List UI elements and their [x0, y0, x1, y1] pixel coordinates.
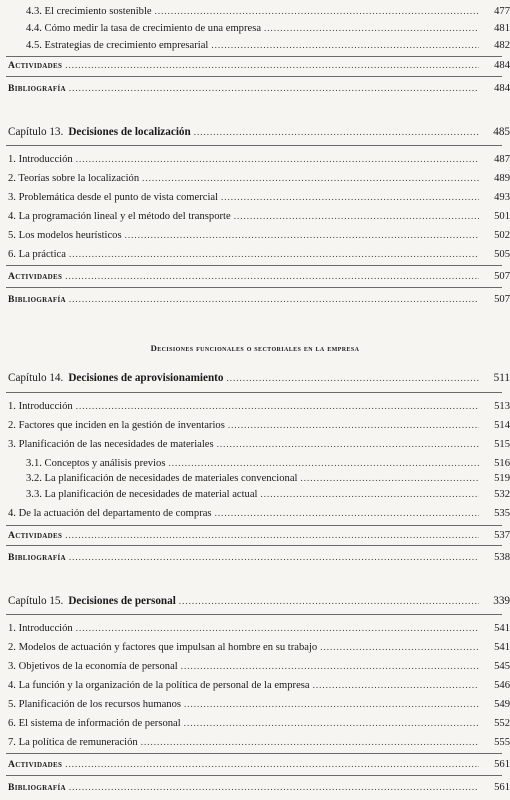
toc-entry-activities	[0, 527, 510, 543]
leader-dots	[155, 3, 479, 19]
chapter-title: Decisiones de personal	[68, 595, 176, 607]
toc-entry-text: 6. La práctica	[8, 249, 66, 260]
toc-entry	[0, 455, 510, 471]
leader-dots	[69, 779, 479, 795]
leader-dots	[141, 734, 479, 750]
toc-entry-text: 3.3. La planificación de necesidades de material actual	[26, 489, 258, 500]
toc-entry	[0, 734, 510, 750]
toc-entry-page: 487	[494, 154, 510, 165]
toc-entry	[0, 696, 510, 712]
leader-dots	[221, 189, 479, 205]
leader-dots	[184, 696, 479, 712]
divider	[6, 392, 502, 393]
toc-entry	[0, 3, 510, 19]
leader-dots	[260, 486, 479, 502]
toc-entry-text: 4. De la actuación del departamento de compras	[8, 508, 212, 519]
leader-dots	[69, 80, 479, 96]
toc-entry-page: 501	[494, 211, 510, 222]
toc-entry-text: 3. Objetivos de la economía de personal	[8, 661, 178, 672]
divider	[6, 753, 502, 754]
divider	[6, 775, 502, 776]
leader-dots	[69, 549, 479, 565]
leader-dots	[313, 677, 479, 693]
toc-entry-page: 545	[494, 661, 510, 672]
leader-dots	[65, 756, 479, 772]
toc-entry-text: 6. El sistema de información de personal	[8, 718, 181, 729]
toc-entry-page: 537	[494, 530, 510, 541]
toc-entry-text: 4.3. El crecimiento sostenible	[26, 6, 152, 17]
toc-entry-text: Actividades	[8, 530, 63, 541]
toc-entry	[0, 620, 510, 636]
toc-entry	[0, 505, 510, 521]
leader-dots	[142, 170, 479, 186]
chapter-heading	[0, 593, 510, 609]
chapter-heading	[0, 124, 510, 140]
toc-entry-page: 552	[494, 718, 510, 729]
toc-entry-activities	[0, 756, 510, 772]
leader-dots	[320, 639, 479, 655]
toc-entry	[0, 436, 510, 452]
toc-entry-text: 4.5. Estrategias de crecimiento empresarial	[26, 40, 209, 51]
toc-entry	[0, 246, 510, 262]
toc-entry-page: 516	[494, 458, 510, 469]
toc-entry	[0, 398, 510, 414]
leader-dots	[228, 417, 479, 433]
divider	[6, 545, 502, 546]
chapter-title: Decisiones de localización	[68, 126, 191, 138]
toc-entry-page: 555	[494, 737, 510, 748]
leader-dots	[217, 436, 479, 452]
leader-dots	[69, 291, 479, 307]
toc-entry	[0, 37, 510, 53]
toc-entry-text: Bibliografía	[8, 83, 66, 94]
toc-entry-bibliography	[0, 80, 510, 96]
leader-dots	[168, 455, 479, 471]
toc-entry-text: 5. Los modelos heurísticos	[8, 230, 122, 241]
toc-entry-text: 2. Factores que inciden en la gestión de inventarios	[8, 420, 225, 431]
toc-entry	[0, 658, 510, 674]
toc-entry-page: 541	[494, 623, 510, 634]
toc-entry-text: Actividades	[8, 271, 63, 282]
leader-dots	[215, 505, 479, 521]
toc-entry	[0, 170, 510, 186]
toc-entry-text: 4. La función y la organización de la política de personal de la empresa	[8, 680, 310, 691]
toc-entry-page: 482	[494, 40, 510, 51]
leader-dots	[76, 151, 479, 167]
toc-entry-page: 477	[494, 6, 510, 17]
toc-entry	[0, 715, 510, 731]
leader-dots	[194, 124, 479, 140]
toc-entry-activities	[0, 57, 510, 73]
chapter-page: 485	[493, 126, 510, 138]
toc-entry	[0, 20, 510, 36]
toc-entry-text: 1. Introducción	[8, 401, 73, 412]
toc-entry-text: 4.4. Cómo medir la tasa de crecimiento de una empresa	[26, 23, 262, 34]
toc-entry-text: 3.1. Conceptos y análisis previos	[26, 458, 166, 469]
divider	[6, 145, 502, 146]
toc-entry-page: 513	[494, 401, 510, 412]
toc-entry-text: Actividades	[8, 60, 63, 71]
toc-entry-page: 484	[494, 60, 510, 71]
toc-entry-page: 561	[494, 759, 510, 770]
toc-entry-text: 3. Problemática desde el punto de vista comercial	[8, 192, 219, 203]
toc-entry-page: 481	[494, 23, 510, 34]
toc-entry	[0, 486, 510, 502]
toc-entry-text: 1. Introducción	[8, 623, 73, 634]
leader-dots	[181, 658, 479, 674]
divider	[6, 525, 502, 526]
toc-entry-text: Actividades	[8, 759, 63, 770]
divider	[6, 287, 502, 288]
leader-dots	[125, 227, 479, 243]
chapter-label: Capítulo 13.	[8, 126, 64, 138]
toc-entry-page: 489	[494, 173, 510, 184]
toc-entry	[0, 677, 510, 693]
toc-entry-text: 2. Modelos de actuación y factores que impulsan al hombre en su trabajo	[8, 642, 318, 653]
leader-dots	[227, 370, 479, 386]
toc-entry-bibliography	[0, 779, 510, 795]
divider	[6, 265, 502, 266]
chapter-heading	[0, 370, 510, 386]
chapter-page: 339	[493, 595, 510, 607]
leader-dots	[234, 208, 479, 224]
leader-dots	[65, 268, 479, 284]
leader-dots	[69, 246, 479, 262]
toc-entry-text: Bibliografía	[8, 552, 66, 563]
divider	[6, 76, 502, 77]
toc-entry-page: 515	[494, 439, 510, 450]
toc-entry-text: 7. La política de remuneración	[8, 737, 138, 748]
toc-entry-page: 546	[494, 680, 510, 691]
toc-entry-page: 484	[494, 83, 510, 94]
chapter-label: Capítulo 15.	[8, 595, 64, 607]
toc-entry-text: 3.2. La planificación de necesidades de materiales convencional	[26, 473, 298, 484]
toc-entry	[0, 227, 510, 243]
chapter-title: Decisiones de aprovisionamiento	[68, 372, 224, 384]
toc-entry	[0, 470, 510, 486]
leader-dots	[264, 20, 479, 36]
leader-dots	[301, 470, 480, 486]
toc-entry	[0, 189, 510, 205]
leader-dots	[179, 593, 479, 609]
leader-dots	[65, 57, 479, 73]
toc-entry	[0, 639, 510, 655]
chapter-label: Capítulo 14.	[8, 372, 64, 384]
toc-entry-activities	[0, 268, 510, 284]
toc-entry	[0, 417, 510, 433]
toc-entry-page: 519	[494, 473, 510, 484]
toc-entry-text: 5. Planificación de los recursos humanos	[8, 699, 181, 710]
toc-entry-bibliography	[0, 549, 510, 565]
leader-dots	[76, 398, 479, 414]
toc-entry-page: 507	[494, 271, 510, 282]
toc-entry-text: Bibliografía	[8, 782, 66, 793]
toc-entry-page: 549	[494, 699, 510, 710]
toc-entry-text: 3. Planificación de las necesidades de materiales	[8, 439, 214, 450]
toc-entry-text: Bibliografía	[8, 294, 66, 305]
toc-entry-text: 2. Teorías sobre la localización	[8, 173, 140, 184]
toc-entry-page: 493	[494, 192, 510, 203]
leader-dots	[76, 620, 479, 636]
toc-entry-page: 561	[494, 782, 510, 793]
toc-entry	[0, 151, 510, 167]
toc-entry-page: 541	[494, 642, 510, 653]
toc-entry-text: 1. Introducción	[8, 154, 73, 165]
toc-entry-page: 538	[494, 552, 510, 563]
leader-dots	[65, 527, 479, 543]
toc-entry-page: 505	[494, 249, 510, 260]
toc-entry-text: 4. La programación lineal y el método del transporte	[8, 211, 231, 222]
toc-entry-page: 507	[494, 294, 510, 305]
toc-entry	[0, 208, 510, 224]
chapter-page: 511	[493, 372, 510, 384]
toc-entry-page: 514	[494, 420, 510, 431]
leader-dots	[184, 715, 479, 731]
divider	[6, 614, 502, 615]
toc-entry-page: 502	[494, 230, 510, 241]
toc-entry-bibliography	[0, 291, 510, 307]
toc-entry-page: 532	[494, 489, 510, 500]
section-heading: Decisiones funcionales o sectoriales en la empresa	[150, 343, 360, 353]
toc-entry-page: 535	[494, 508, 510, 519]
leader-dots	[211, 37, 479, 53]
